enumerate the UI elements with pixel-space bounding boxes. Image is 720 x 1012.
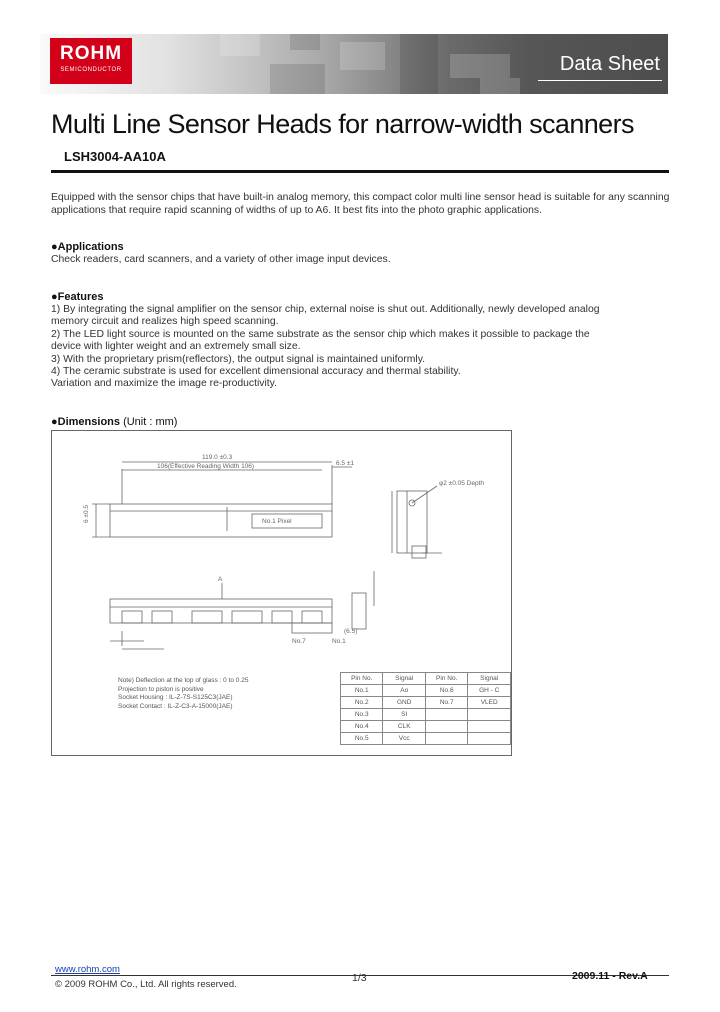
page-number: 1/3: [352, 972, 367, 984]
dim-hole: φ2 ±0.05 Depth: [439, 480, 485, 487]
table-cell: GND: [383, 697, 426, 709]
dimensions-heading: ●Dimensions (Unit : mm): [51, 416, 178, 428]
dimensions-heading-text: Dimensions: [57, 416, 121, 428]
applications-heading-text: Applications: [57, 241, 124, 253]
dimensions-unit: (Unit : mm): [123, 416, 178, 428]
feature-line: Variation and maximize the image re-productivity.: [51, 378, 277, 390]
dim-right-offset: 6.5 ±1: [336, 460, 355, 467]
part-number: LSH3004-AA10A: [64, 149, 166, 164]
note-line: Socket Housing : IL-Z-7S-S125C3(JAE): [118, 694, 233, 701]
feature-line: 1) By integrating the signal amplifier on the sensor chip, external noise is shut out. Additionally, newly developed analog: [51, 304, 600, 315]
dimensions-figure: [51, 430, 512, 756]
table-cell: Ao: [383, 685, 426, 697]
table-row: [341, 733, 511, 745]
table-cell: SI: [383, 709, 426, 721]
dim-no7: No.7: [292, 638, 306, 645]
note-line: Socket Contact : IL-Z-C3-A-15000(JAE): [118, 702, 233, 710]
applications-heading: ●Applications: [51, 241, 124, 253]
table-header-row: [341, 673, 511, 685]
table-cell: [468, 721, 511, 733]
dimension-notes: [118, 677, 248, 711]
table-cell: No.6: [425, 685, 467, 697]
dim-total-length: 119.0 ±0.3: [202, 454, 233, 461]
table-cell: No.1: [341, 685, 383, 697]
doc-type-underline: [538, 80, 662, 81]
table-cell: Vcc: [383, 733, 426, 745]
table-row: [341, 697, 511, 709]
logo-subtext: SEMICONDUCTOR: [60, 67, 122, 73]
feature-line: 3) With the proprietary prism(reflectors), the output signal is maintained uniformly.: [51, 353, 426, 365]
table-cell: No.7: [425, 697, 467, 709]
table-cell: [425, 709, 467, 721]
features-heading: ●Features: [51, 291, 104, 303]
table-cell: No.2: [341, 697, 383, 709]
logo-text: ROHM: [59, 43, 123, 64]
feature-line: device with lighter weight and an extremely small size.: [51, 341, 301, 353]
dim-6-5: (6.5): [344, 628, 358, 635]
table-cell: No.4: [341, 721, 383, 733]
dim-side-a: A: [218, 576, 223, 583]
table-cell: [468, 709, 511, 721]
table-cell: No.5: [341, 733, 383, 745]
table-cell: GH - C: [468, 685, 511, 697]
table-cell: [425, 721, 467, 733]
note-line: Note) Deflection at the top of glass : 0 to 0.25: [118, 677, 249, 684]
intro-paragraph: Equipped with the sensor chips that have built-in analog memory, this compact color multi line sensor head is suitable for any scanning applications that require rapid scanning of widths of up to A6. It best fits into the photo graphic applications.: [51, 192, 670, 216]
rohm-logo[interactable]: [50, 38, 132, 84]
dim-no1: No.1: [332, 638, 346, 645]
date-revision: 2009.11 - Rev.A: [572, 970, 648, 982]
table-cell: No.3: [341, 709, 383, 721]
doc-type: Data Sheet: [559, 53, 660, 75]
website-link[interactable]: www.rohm.com: [55, 964, 120, 975]
title-divider: [51, 170, 669, 173]
table-cell: VLED: [468, 697, 511, 709]
features-list: [51, 304, 671, 391]
pin-table: [340, 672, 511, 745]
page-title: Multi Line Sensor Heads for narrow-width scanners: [51, 109, 634, 139]
feature-line: 2) The LED light source is mounted on the same substrate as the sensor chip which makes it possible to package the: [51, 328, 590, 340]
dim-pin1-label: No.1 Pixel: [262, 518, 292, 525]
table-cell: [468, 733, 511, 745]
table-cell: [425, 733, 467, 745]
applications-text: Check readers, card scanners, and a variety of other image input devices.: [51, 254, 391, 265]
table-header: Signal: [383, 673, 426, 685]
table-header: Pin No.: [425, 673, 467, 685]
feature-line: memory circuit and realizes high speed scanning.: [51, 316, 279, 328]
table-cell: CLK: [383, 721, 426, 733]
dim-effective-width: 106(Effective Reading Width 106): [157, 463, 255, 470]
dim-left-height: 6 ±0.5: [83, 504, 90, 523]
table-row: [341, 721, 511, 733]
feature-line: 4) The ceramic substrate is used for excellent dimensional accuracy and thermal stability.: [51, 366, 461, 378]
table-header: Pin No.: [341, 673, 383, 685]
table-row: [341, 685, 511, 697]
note-line: Projection to piston is positive: [118, 685, 204, 693]
copyright: © 2009 ROHM Co., Ltd. All rights reserved.: [55, 979, 237, 990]
features-heading-text: Features: [57, 291, 104, 303]
table-header: Signal: [468, 673, 511, 685]
table-row: [341, 709, 511, 721]
